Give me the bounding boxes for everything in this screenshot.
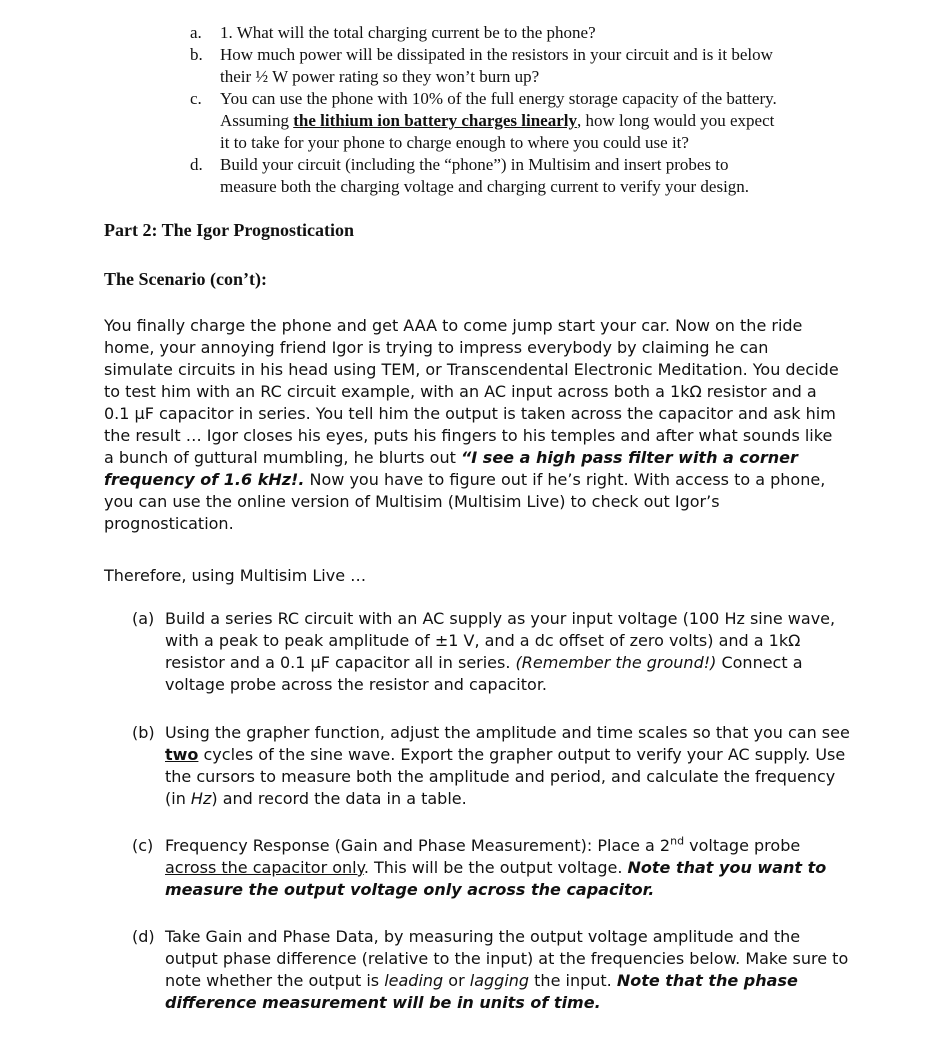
scenario-heading: The Scenario (con’t): <box>104 269 267 289</box>
question-text-line: Build your circuit (including the “phone”) in Multisim and insert probes to <box>220 155 729 174</box>
question-letter: b. <box>190 45 203 64</box>
text-run: Connect a voltage probe across the resistor and capacitor. <box>165 653 803 694</box>
part2-heading: Part 2: The Igor Prognostication <box>104 220 354 240</box>
task-a <box>132 608 852 696</box>
text-run: Now you have to figure out if he’s right. With access to a phone, you can use the online version of Multisim (Multisim Live) to check out Igor’s prognostication. <box>104 470 826 533</box>
emphasis-two: two <box>165 745 199 764</box>
task-label: (a) <box>132 609 155 628</box>
question-text-line: How much power will be dissipated in the resistors in your circuit and is it below <box>220 45 773 64</box>
word-leading: leading <box>384 971 444 990</box>
question-list <box>190 22 890 198</box>
ground-reminder: (Remember the ground!) <box>515 653 717 672</box>
task-text <box>165 722 852 810</box>
text-run: Using the grapher function, adjust the amplitude and time scales so that you can see <box>165 723 850 742</box>
text-run: , how long would you expect <box>577 111 775 130</box>
question-c <box>190 88 890 154</box>
phase-note: Note that the phase difference measurement will be in units of time. <box>165 971 798 1012</box>
task-text <box>165 926 852 1014</box>
unit-hz: Hz <box>190 789 212 808</box>
emphasis-linear-charging: the lithium ion battery charges linearly <box>293 111 577 130</box>
text-run: . This will be the output voltage. <box>363 858 628 877</box>
task-label: (d) <box>132 927 155 946</box>
text-run: Frequency Response (Gain and Phase Measurement): Place a 2 <box>165 836 671 855</box>
text-run: cycles of the sine wave. Export the grapher output to verify your AC supply. Use the cursors to measure both the amplitude and period, and calculate the frequency (in <box>165 745 846 808</box>
text-run: You finally charge the phone and get AAA to come jump start your car. Now on the ride home, your annoying friend Igor is trying to impress everybody by claiming he can simulate circuits in his head using TEM, or Transcendental Electronic Meditation. You decide to test him with an RC circuit example, with an AC input across both a 1kΩ resistor and a 0.1 µF capacitor in series. You tell him the output is taken across the capacitor and ask him the result … Igor closes his eyes, puts his fingers to his temples and after what sounds like a bunch of guttural mumbling, he blurts out <box>104 316 839 467</box>
question-b <box>190 44 890 88</box>
question-a <box>190 22 890 44</box>
text-run: Build a series RC circuit with an AC supply as your input voltage (100 Hz sine wave, with a peak to peak amplitude of ±1 V, and a dc offset of zero volts) and a 1kΩ resistor and a 0.1 µF capacitor all in series. <box>165 609 836 672</box>
text-run: voltage probe <box>684 836 801 855</box>
question-text-line: You can use the phone with 10% of the full energy storage capacity of the battery. <box>220 89 777 108</box>
task-c <box>132 835 852 901</box>
text-run: Take Gain and Phase Data, by measuring the output voltage amplitude and the output phase difference (relative to the input) at the frequencies below. Make sure to note whether the output is <box>165 927 849 990</box>
scenario-paragraph <box>104 315 839 535</box>
superscript-nd: nd <box>670 834 685 848</box>
text-run: ) and record the data in a table. <box>211 789 467 808</box>
question-text-line: measure both the charging voltage and charging current to verify your design. <box>220 177 750 196</box>
task-label: (c) <box>132 836 154 855</box>
task-d <box>132 926 852 1014</box>
question-text-line <box>220 110 890 132</box>
text-run: or <box>443 971 470 990</box>
therefore-line: Therefore, using Multisim Live … <box>104 566 367 585</box>
task-b <box>132 722 852 810</box>
word-lagging: lagging <box>469 971 530 990</box>
question-letter: a. <box>190 23 202 42</box>
question-letter: c. <box>190 89 202 108</box>
question-letter: d. <box>190 155 203 174</box>
text-run: Assuming <box>220 111 294 130</box>
question-d <box>190 154 890 198</box>
text-run: the input. <box>529 971 617 990</box>
question-text-line: it to take for your phone to charge enough to where you could use it? <box>220 133 689 152</box>
task-label: (b) <box>132 723 155 742</box>
igor-quote: “I see a high pass filter with a corner frequency of 1.6 kHz!. <box>104 448 798 489</box>
capacitor-note: Note that you want to measure the output voltage only across the capacitor. <box>165 858 827 899</box>
question-text: 1. What will the total charging current be to the phone? <box>220 23 596 42</box>
question-text-line: their ½ W power rating so they won’t burn up? <box>220 67 540 86</box>
task-text <box>165 608 852 696</box>
emphasis-capacitor-only: across the capacitor only <box>165 858 364 877</box>
task-text <box>165 835 852 901</box>
